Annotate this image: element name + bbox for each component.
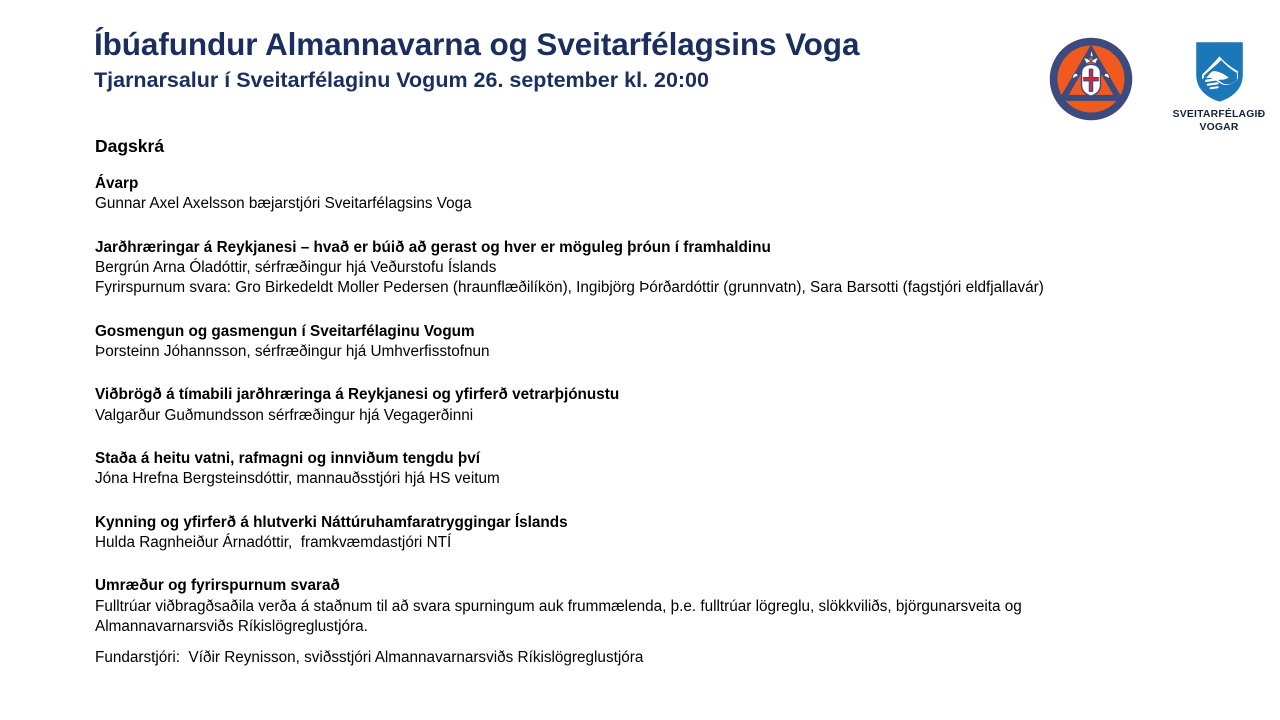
vogar-wordmark [1173,109,1266,134]
civil-protection-logo [1048,36,1134,122]
agenda-item-title: Gosmengun og gasmengun í Sveitarfélaginu Vogum [95,322,475,340]
page-title: Íbúafundur Almannavarna og Sveitarfélagsins Voga [94,26,860,62]
agenda-item [95,513,1195,554]
agenda-body [95,136,1195,668]
vogar-wordmark-line1: SVEITARFÉLAGIÐ [1172,109,1266,120]
agenda-heading: Dagskrá [95,136,165,156]
agenda-item-line: Fyrirspurnum svara: Gro Birkedeldt Moller Pedersen (hraunflæðilíkön), Ingibjörg Þórðardóttir (grunnvatn), Sara Barsotti (fagstjóri eldfjallavár) [95,279,1044,297]
agenda-item [95,449,1195,490]
agenda-item [95,238,1195,299]
vogar-shield-icon [1192,38,1247,106]
vogar-wordmark-line2: VOGAR [1199,121,1239,133]
agenda-item-line: Bergrún Arna Óladóttir, sérfræðingur hjá Veðurstofu Íslands [95,259,497,277]
agenda-item-title: Jarðhræringar á Reykjanesi – hvað er búið að gerast og hver er möguleg þróun í framhaldinu [95,238,771,256]
page-subtitle: Tjarnarsalur í Sveitarfélaginu Vogum 26. september kl. 20:00 [94,68,709,93]
agenda-item [95,385,1195,426]
agenda-item-title: Viðbrögð á tímabili jarðhræringa á Reykjanesi og yfirferð vetrarþjónustu [95,386,620,404]
agenda-item-title: Staða á heitu vatni, rafmagni og innviðum tengdu því [95,450,481,468]
agenda-item-line: Hulda Ragnheiður Árnadóttir, framkvæmdastjóri NTÍ [95,534,452,552]
agenda-item-line: Gunnar Axel Axelsson bæjarstjóri Sveitarfélagsins Voga [95,195,472,213]
agenda-item-title: Umræður og fyrirspurnum svarað [95,577,340,595]
agenda-item [95,174,1195,215]
agenda-item [95,322,1195,363]
agenda-item-line: Fulltrúar viðbragðsaðila verða á staðnum til að svara spurningum auk frummælenda, þ.e. fulltrúar lögreglu, slökkviliðs, björgunarsveita og Almannavarnarsviðs Ríkislögreglustjóra. [95,597,1022,636]
agenda-item [95,576,1195,637]
agenda-item-line: Þorsteinn Jóhannsson, sérfræðingur hjá Umhverfisstofnun [95,343,490,361]
agenda-item-line: Jóna Hrefna Bergsteinsdóttir, mannauðsstjóri hjá HS veitum [95,470,500,488]
agenda-item-line: Valgarður Guðmundsson sérfræðingur hjá Vegagerðinni [95,406,474,424]
agenda-item-title: Kynning og yfirferð á hlutverki Náttúruhamfaratryggingar Íslands [95,513,568,531]
agenda-item-title: Ávarp [95,175,139,192]
slide-header [94,26,1024,93]
agenda-closing-line: Fundarstjóri: Víðir Reynisson, sviðsstjóri Almannavarnarsviðs Ríkislögreglustjóra [95,648,644,666]
